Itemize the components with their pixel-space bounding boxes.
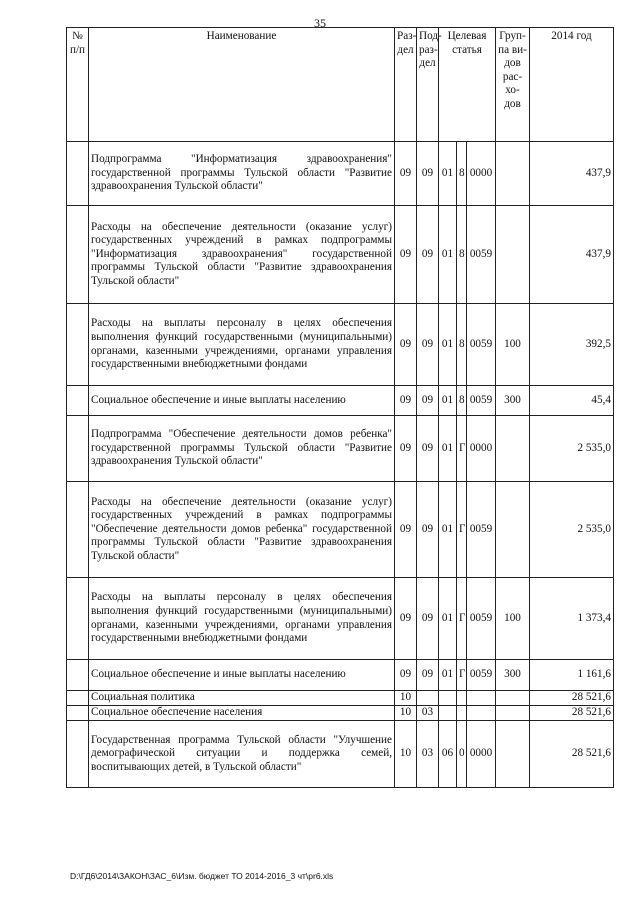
row-target-direction-cell: 0059 xyxy=(467,206,496,304)
row-expense-group-cell xyxy=(496,142,530,206)
row-target-subprogram-cell: 8 xyxy=(457,304,467,386)
table-row xyxy=(67,706,614,721)
row-target-program-cell: 06 xyxy=(439,721,457,788)
row-razdel-cell: 10 xyxy=(395,721,417,788)
row-podrazdel-cell: 09 xyxy=(417,206,439,304)
row-amount-cell: 45,4 xyxy=(530,386,614,416)
row-target-subprogram-cell xyxy=(457,691,467,706)
row-name-cell: Расходы на выплаты персоналу в целях обеспечения выполнения функций государственными (муниципальными) органами, казенными учреждениями, органами управления государственными внебюджетными фондами xyxy=(89,304,395,386)
row-expense-group-cell xyxy=(496,691,530,706)
row-razdel-cell: 09 xyxy=(395,386,417,416)
row-podrazdel-cell: 09 xyxy=(417,304,439,386)
row-number-cell xyxy=(67,482,89,578)
row-name-cell: Социальное обеспечение и иные выплаты населению xyxy=(89,386,395,416)
row-expense-group-cell: 300 xyxy=(496,386,530,416)
row-number-cell xyxy=(67,386,89,416)
row-podrazdel-cell: 03 xyxy=(417,721,439,788)
row-razdel-cell: 09 xyxy=(395,142,417,206)
row-target-subprogram-cell: Г xyxy=(457,660,467,691)
row-number-cell xyxy=(67,206,89,304)
row-name-cell: Социальное обеспечение и иные выплаты населению xyxy=(89,660,395,691)
row-target-direction-cell: 0000 xyxy=(467,721,496,788)
row-podrazdel-cell: 09 xyxy=(417,660,439,691)
row-target-program-cell: 01 xyxy=(439,482,457,578)
row-target-direction-cell: 0059 xyxy=(467,304,496,386)
row-razdel-cell: 09 xyxy=(395,416,417,482)
row-amount-cell: 392,5 xyxy=(530,304,614,386)
row-expense-group-cell xyxy=(496,706,530,721)
header-num: № п/п xyxy=(67,28,89,142)
row-target-program-cell: 01 xyxy=(439,578,457,660)
row-expense-group-cell xyxy=(496,721,530,788)
row-target-program-cell: 01 xyxy=(439,142,457,206)
row-amount-cell: 28 521,6 xyxy=(530,706,614,721)
table-row xyxy=(67,482,614,578)
table-row xyxy=(67,206,614,304)
row-expense-group-cell: 100 xyxy=(496,578,530,660)
row-expense-group-cell xyxy=(496,416,530,482)
row-target-direction-cell xyxy=(467,706,496,721)
row-target-direction-cell: 0059 xyxy=(467,386,496,416)
row-expense-group-cell: 300 xyxy=(496,660,530,691)
row-expense-group-cell: 100 xyxy=(496,304,530,386)
row-target-subprogram-cell: 8 xyxy=(457,206,467,304)
row-number-cell xyxy=(67,660,89,691)
row-podrazdel-cell: 09 xyxy=(417,416,439,482)
row-razdel-cell: 10 xyxy=(395,706,417,721)
row-razdel-cell: 09 xyxy=(395,578,417,660)
row-name-cell: Подпрограмма "Обеспечение деятельности домов ребенка" государственной программы Тульской области "Развитие здравоохранения Тульской области" xyxy=(89,416,395,482)
row-razdel-cell: 09 xyxy=(395,206,417,304)
row-amount-cell: 437,9 xyxy=(530,142,614,206)
row-target-program-cell xyxy=(439,706,457,721)
row-target-direction-cell xyxy=(467,691,496,706)
row-name-cell: Расходы на обеспечение деятельности (оказание услуг) государственных учреждений в рамках подпрограммы "Обеспечение деятельности домов ребенка" государственной программы Тульской области "Развитие здравоохранения Тульской области" xyxy=(89,482,395,578)
row-target-direction-cell: 0000 xyxy=(467,142,496,206)
row-number-cell xyxy=(67,691,89,706)
row-target-program-cell: 01 xyxy=(439,304,457,386)
row-target-program-cell: 01 xyxy=(439,206,457,304)
row-number-cell xyxy=(67,706,89,721)
row-number-cell xyxy=(67,578,89,660)
row-target-direction-cell: 0000 xyxy=(467,416,496,482)
row-target-subprogram-cell: Г xyxy=(457,482,467,578)
row-razdel-cell: 09 xyxy=(395,482,417,578)
table-row xyxy=(67,386,614,416)
row-target-subprogram-cell: Г xyxy=(457,578,467,660)
row-amount-cell: 1 161,6 xyxy=(530,660,614,691)
header-group: Груп-па ви-дов рас-хо-дов xyxy=(496,28,530,142)
table-row xyxy=(67,416,614,482)
row-amount-cell: 2 535,0 xyxy=(530,416,614,482)
row-name-cell: Подпрограмма "Информатизация здравоохранения" государственной программы Тульской области "Развитие здравоохранения Тульской области" xyxy=(89,142,395,206)
table-row xyxy=(67,691,614,706)
row-target-subprogram-cell: 8 xyxy=(457,142,467,206)
row-razdel-cell: 10 xyxy=(395,691,417,706)
row-name-cell: Социальная политика xyxy=(89,691,395,706)
row-target-program-cell: 01 xyxy=(439,416,457,482)
row-expense-group-cell xyxy=(496,482,530,578)
row-number-cell xyxy=(67,304,89,386)
row-podrazdel-cell: 09 xyxy=(417,386,439,416)
row-target-direction-cell: 0059 xyxy=(467,482,496,578)
row-name-cell: Социальное обеспечение населения xyxy=(89,706,395,721)
row-target-direction-cell: 0059 xyxy=(467,660,496,691)
row-amount-cell: 1 373,4 xyxy=(530,578,614,660)
row-podrazdel-cell: 09 xyxy=(417,142,439,206)
row-amount-cell: 28 521,6 xyxy=(530,721,614,788)
row-target-subprogram-cell: 0 xyxy=(457,721,467,788)
row-name-cell: Государственная программа Тульской области "Улучшение демографической ситуации и поддержка семей, воспитывающих детей, в Тульской области" xyxy=(89,721,395,788)
row-amount-cell: 2 535,0 xyxy=(530,482,614,578)
row-number-cell xyxy=(67,721,89,788)
row-target-subprogram-cell: Г xyxy=(457,416,467,482)
row-target-subprogram-cell xyxy=(457,706,467,721)
row-number-cell xyxy=(67,416,89,482)
row-razdel-cell: 09 xyxy=(395,660,417,691)
budget-table xyxy=(66,27,614,788)
header-podrazdel: Под-раз-дел xyxy=(417,28,439,142)
row-amount-cell: 28 521,6 xyxy=(530,691,614,706)
row-name-cell: Расходы на выплаты персоналу в целях обеспечения выполнения функций государственными (муниципальными) органами, казенными учреждениями, органами управления государственными внебюджетными фондами xyxy=(89,578,395,660)
table-row xyxy=(67,142,614,206)
row-podrazdel-cell: 09 xyxy=(417,482,439,578)
table-row xyxy=(67,304,614,386)
header-year: 2014 год xyxy=(530,28,614,142)
row-target-program-cell: 01 xyxy=(439,386,457,416)
row-amount-cell: 437,9 xyxy=(530,206,614,304)
row-razdel-cell: 09 xyxy=(395,304,417,386)
row-target-program-cell xyxy=(439,691,457,706)
row-podrazdel-cell: 03 xyxy=(417,706,439,721)
row-podrazdel-cell xyxy=(417,691,439,706)
header-target: Целевая статья xyxy=(439,28,496,142)
header-name: Наименование xyxy=(89,28,395,142)
table-row xyxy=(67,660,614,691)
row-number-cell xyxy=(67,142,89,206)
row-target-direction-cell: 0059 xyxy=(467,578,496,660)
row-target-subprogram-cell: 8 xyxy=(457,386,467,416)
page-number: 35 xyxy=(314,16,326,30)
table-row xyxy=(67,721,614,788)
row-name-cell: Расходы на обеспечение деятельности (оказание услуг) государственных учреждений в рамках подпрограммы "Информатизация здравоохранения" государственной программы Тульской области "Развитие здравоохранения Тульской области" xyxy=(89,206,395,304)
row-podrazdel-cell: 09 xyxy=(417,578,439,660)
table-row xyxy=(67,578,614,660)
file-path-footer: D:\ГД6\2014\ЗАКОН\ЗАС_6\Изм. бюджет ТО 2014-2016_3 чт\pr6.xls xyxy=(70,871,334,881)
table-header-row xyxy=(67,28,614,142)
row-target-program-cell: 01 xyxy=(439,660,457,691)
header-razdel: Раз-дел xyxy=(395,28,417,142)
row-expense-group-cell xyxy=(496,206,530,304)
